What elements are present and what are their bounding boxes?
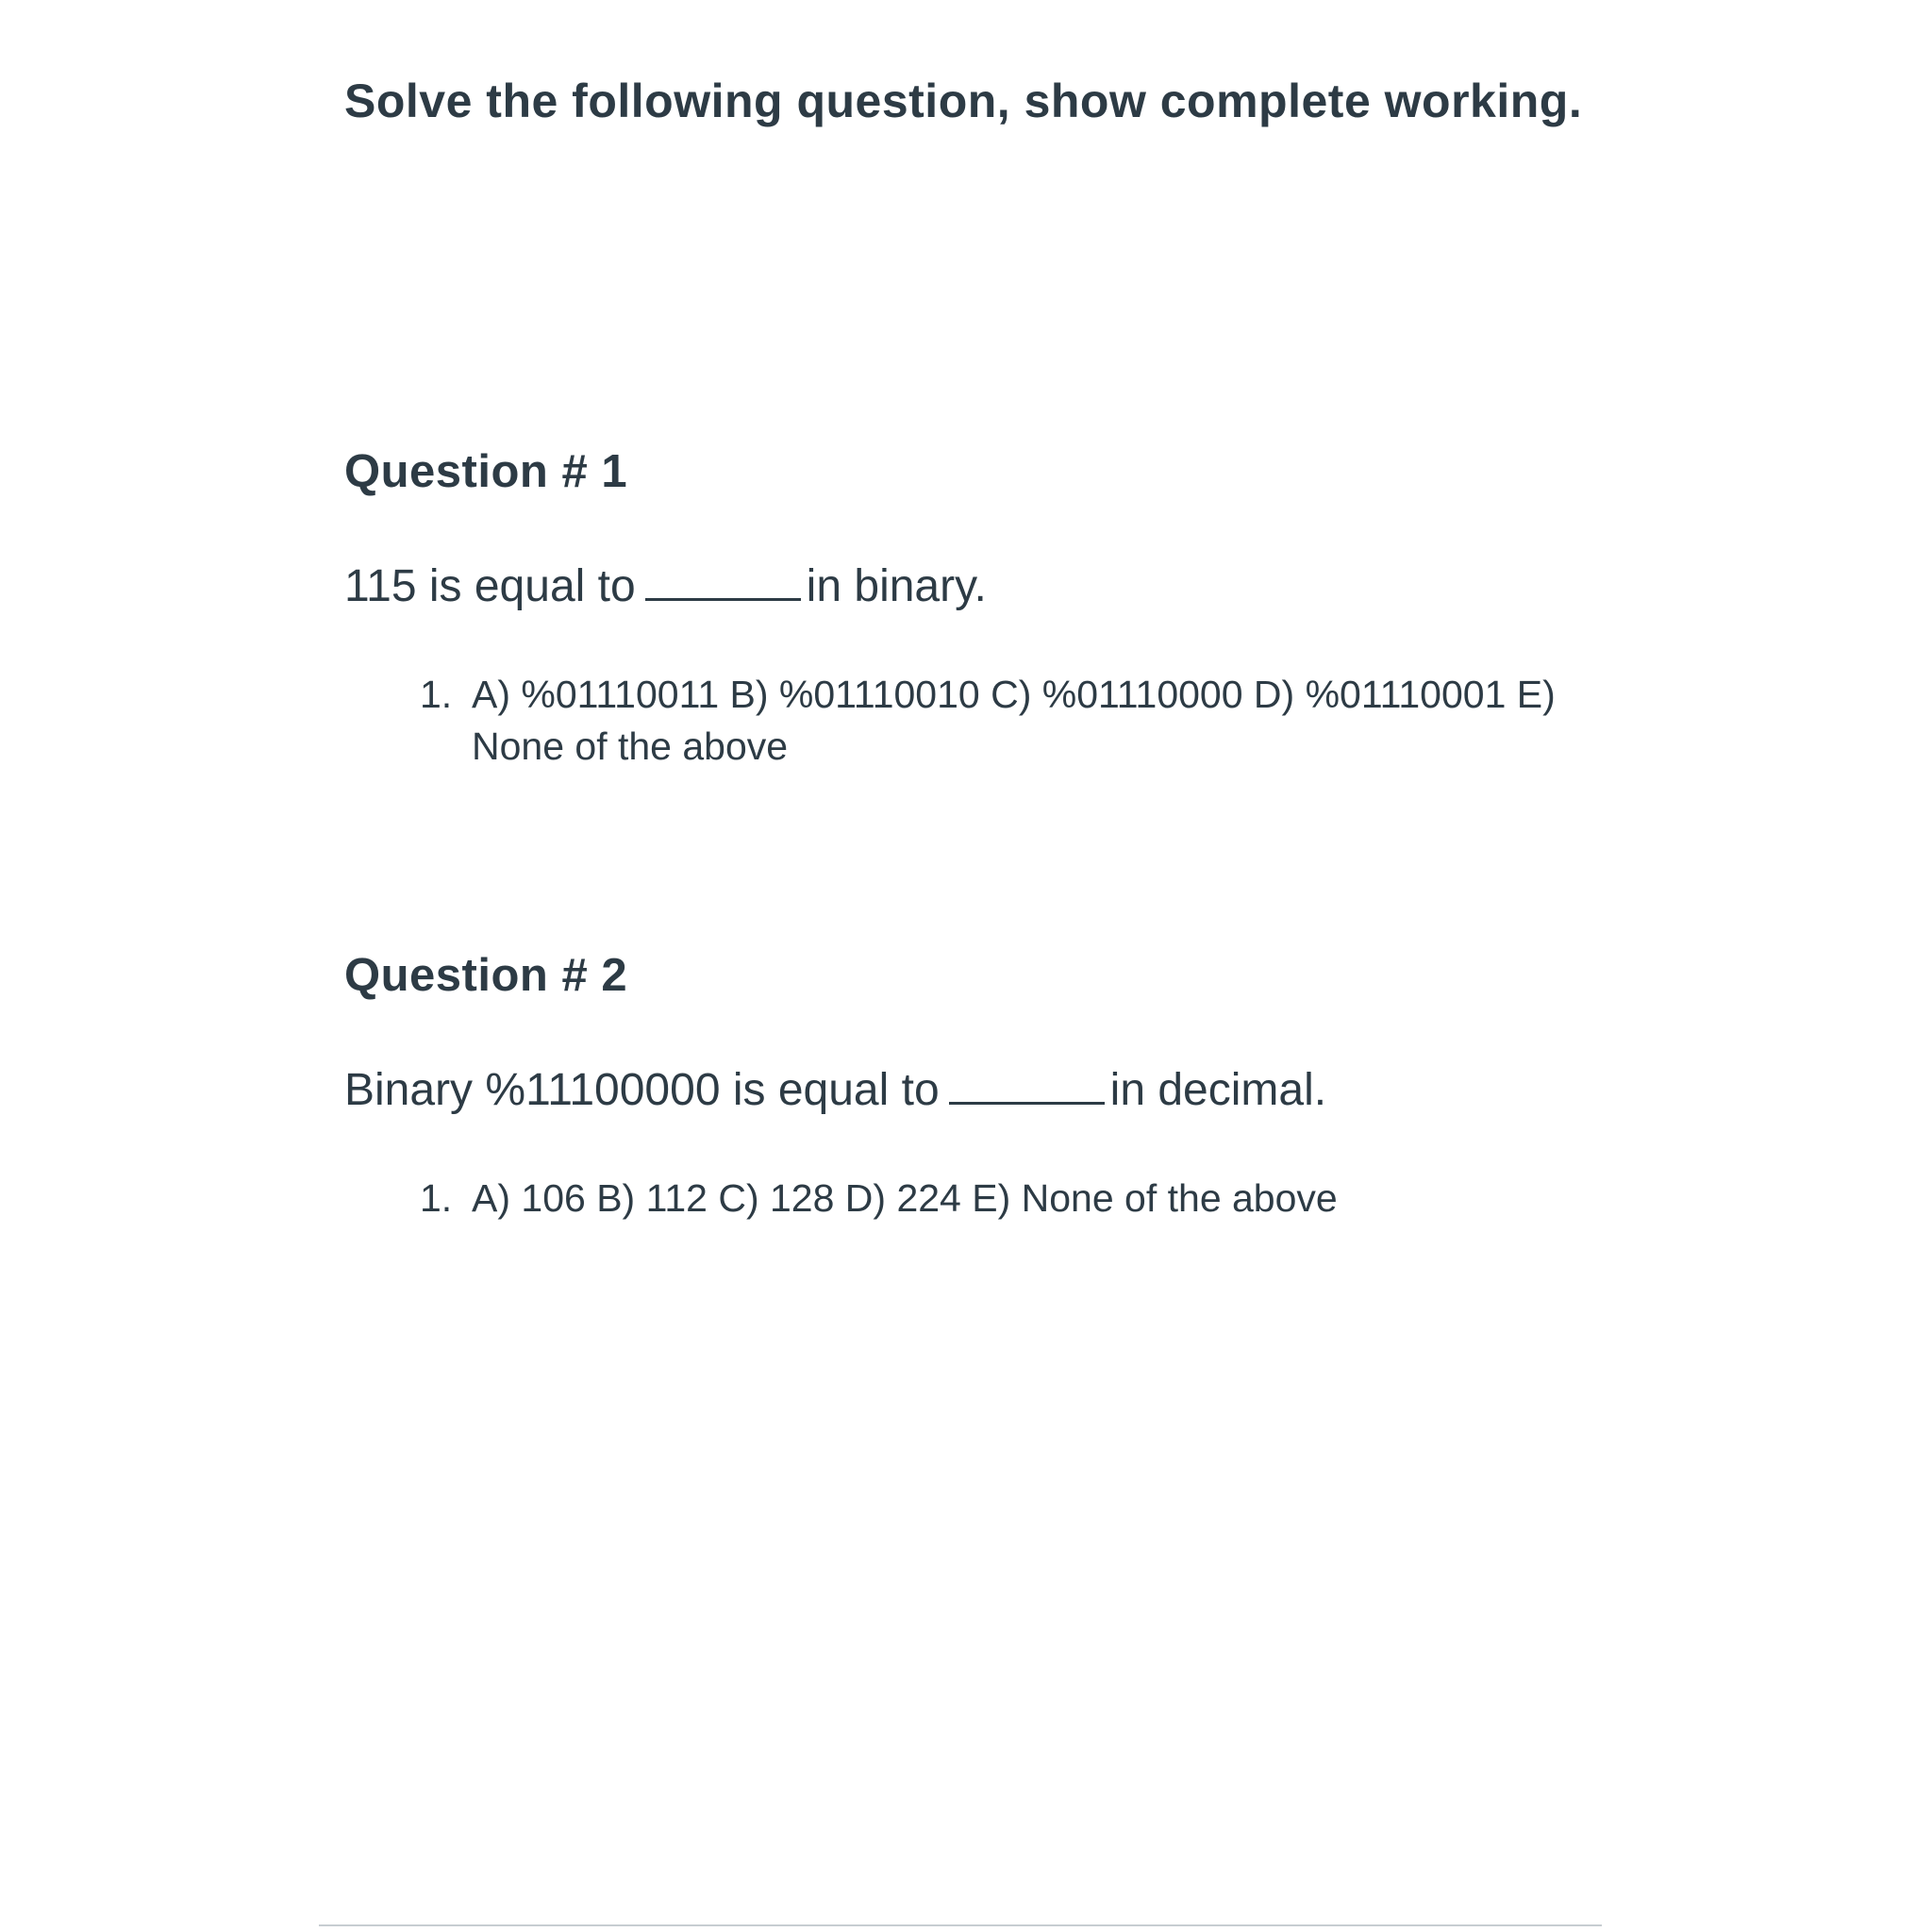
question-2-heading: Question # 2 xyxy=(344,950,628,1001)
question-1-text-before: 115 is equal to xyxy=(344,561,636,611)
question-1 xyxy=(344,443,1608,773)
question-1-blank xyxy=(645,557,801,601)
instruction-text: Solve the following question, show complete working. xyxy=(344,75,1583,127)
question-1-text xyxy=(344,557,1608,615)
question-1-heading: Question # 1 xyxy=(344,446,628,497)
question-2-answer-item xyxy=(344,1173,1608,1224)
question-1-answer-item xyxy=(344,669,1608,773)
question-1-text-after: in binary. xyxy=(806,561,987,611)
question-1-list-number: 1. xyxy=(420,673,453,716)
question-2-text-before: Binary %11100000 is equal to xyxy=(344,1065,940,1115)
question-2 xyxy=(344,947,1608,1224)
question-2-answers: A) 106 B) 112 C) 128 D) 224 E) None of the above xyxy=(472,1176,1338,1220)
question-2-text-after: in decimal. xyxy=(1109,1065,1327,1115)
question-1-answers: A) %01110011 B) %01110010 C) %01110000 D) %01110001 E) None of the above xyxy=(472,673,1556,768)
bottom-divider xyxy=(319,1924,1602,1926)
question-1-answer-list xyxy=(344,669,1608,773)
question-2-answer-list xyxy=(344,1173,1608,1224)
question-2-list-number: 1. xyxy=(420,1176,453,1220)
question-2-text xyxy=(344,1060,1608,1119)
document-content xyxy=(344,66,1608,1224)
question-2-blank xyxy=(949,1060,1105,1105)
